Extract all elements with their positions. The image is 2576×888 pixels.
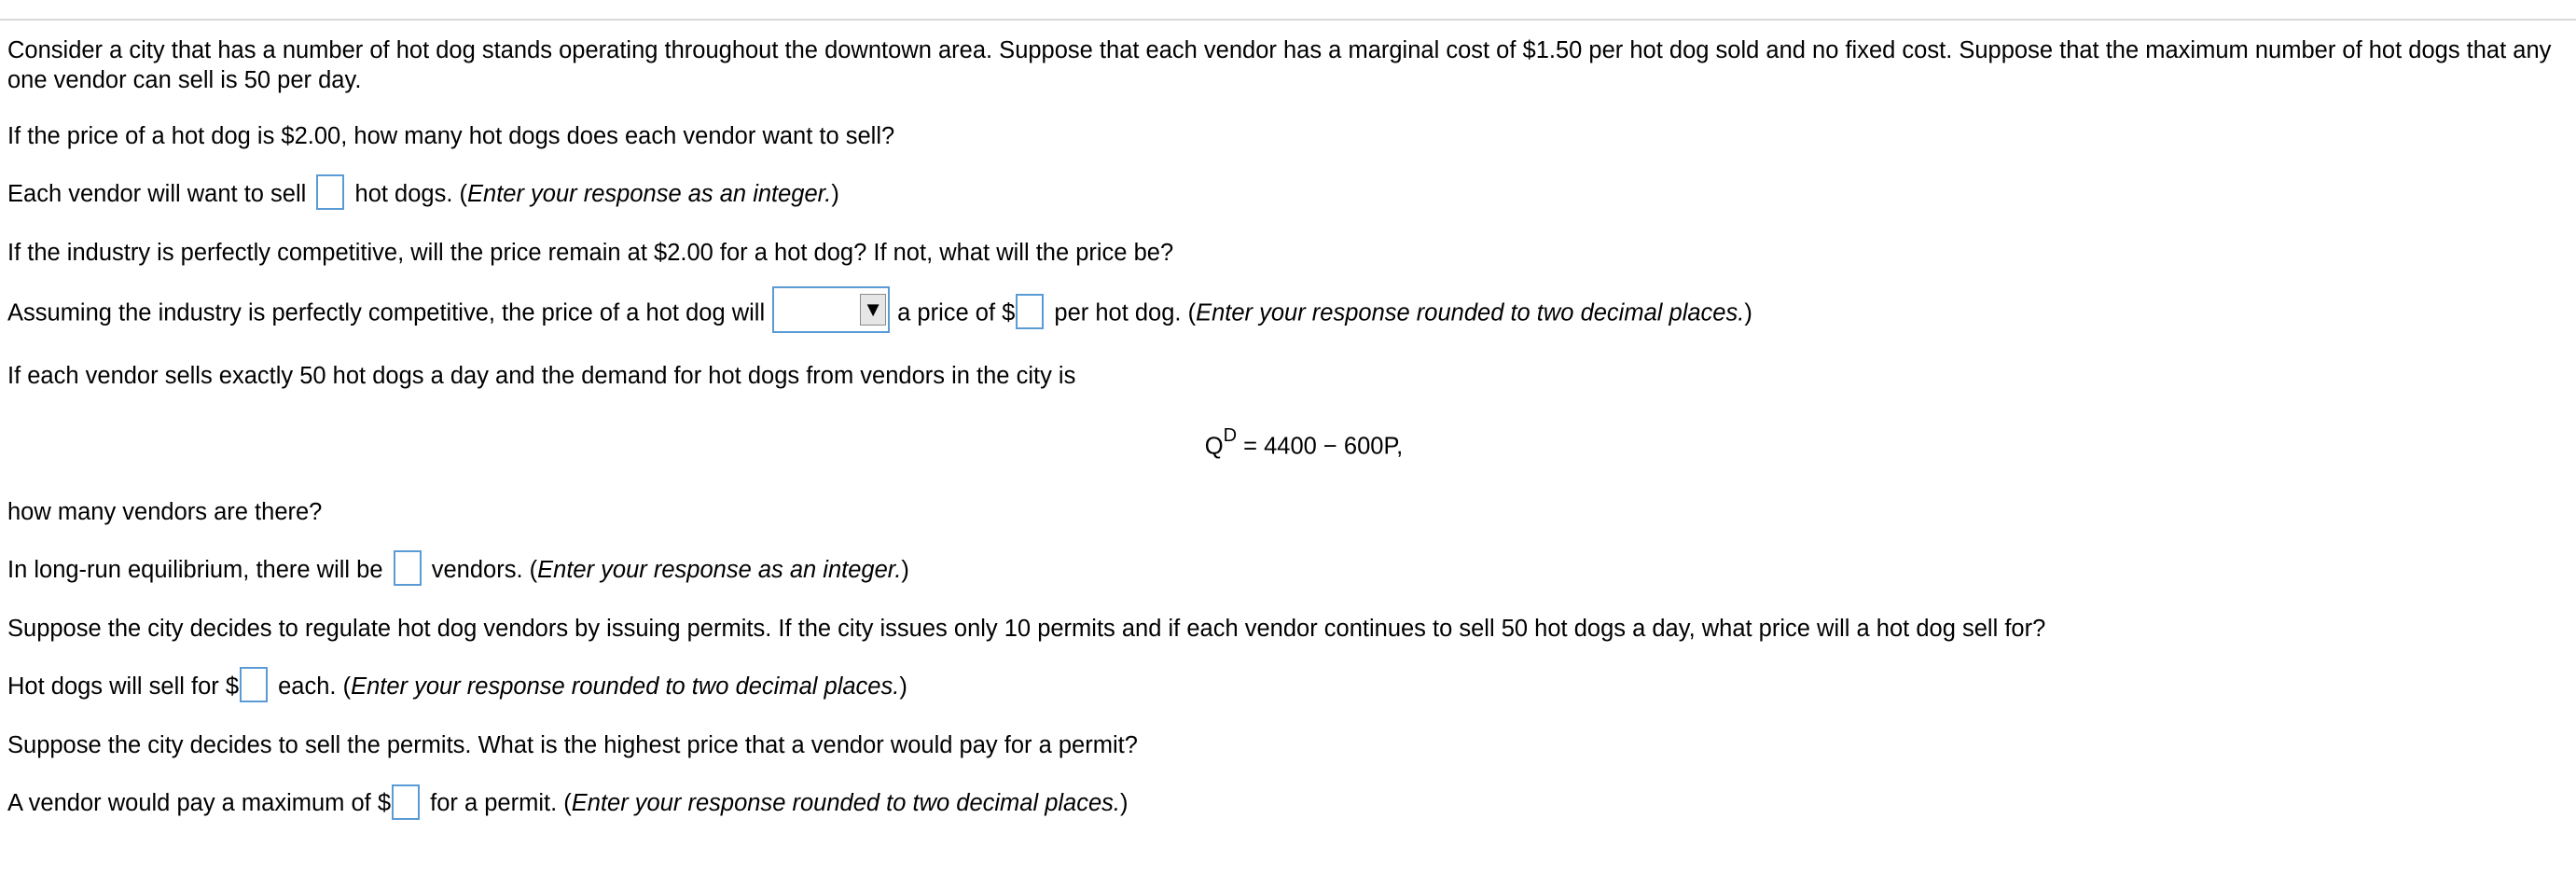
q4-answer-prefix: Hot dogs will sell for $ [7, 673, 240, 701]
q2-answer-mid: a price of $ [897, 300, 1016, 326]
q2-answer-suffix: per hot dog. ( [1054, 300, 1197, 326]
q2-answer-prefix: Assuming the industry is perfectly competitive, the price of a hot dog will [7, 300, 766, 326]
q4-answer-line [7, 672, 2563, 702]
q5-answer-suffix: for a permit. ( [430, 790, 572, 817]
q5-close-paren: ) [1120, 790, 1129, 817]
q4-answer-suffix: each. ( [278, 673, 352, 701]
q1-answer-prefix: Each vendor will want to sell [7, 181, 307, 207]
q2-question: If the industry is perfectly competitive, will the price remain at $2.00 for a hot dog? If not, what will the price be? [7, 240, 1174, 267]
q3-question: If each vendor sells exactly 50 hot dogs a day and the demand for hot dogs from vendors in the city is [7, 363, 1076, 390]
q3-answer-line [7, 555, 2563, 586]
dropdown-arrow-icon[interactable]: ▼ [860, 294, 886, 326]
equation-lhs: Q [1204, 433, 1224, 460]
q3-vendors-input[interactable] [394, 550, 422, 586]
q1-close-paren: ) [831, 181, 839, 207]
q1-hint: Enter your response as an integer. [467, 181, 832, 207]
q5-answer-line [7, 788, 2563, 819]
q3-followup: how many vendors are there? [7, 498, 323, 525]
q3-hint: Enter your response as an integer. [537, 556, 902, 583]
q5-hint: Enter your response rounded to two decimal places. [571, 790, 1121, 817]
equation-rhs: = 4400 − 600P, [1237, 433, 1404, 460]
q5-permit-input[interactable] [392, 784, 420, 820]
q4-price-input[interactable] [240, 667, 268, 702]
q2-hint: Enter your response rounded to two decimal places. [1196, 300, 1745, 326]
q1-question: If the price of a hot dog is $2.00, how many hot dogs does each vendor want to sell? [7, 123, 895, 149]
q1-answer-input[interactable] [316, 174, 344, 210]
q2-price-input[interactable] [1016, 294, 1044, 329]
price-direction-dropdown[interactable] [772, 286, 890, 333]
q2-close-paren: ) [1744, 300, 1752, 326]
q4-question: Suppose the city decides to regulate hot dog vendors by issuing permits. If the city issues only 10 permits and if each vendor continues to sell 50 hot dogs a day, what price will a hot dog sell for? [7, 616, 2046, 643]
equation-superscript: D [1223, 425, 1238, 447]
q3-answer-suffix: vendors. ( [431, 556, 538, 583]
q1-answer-suffix: hot dogs. ( [354, 181, 468, 207]
q5-question: Suppose the city decides to sell the permits. What is the highest price that a vendor would pay for a permit? [7, 732, 1138, 759]
q4-close-paren: ) [899, 673, 907, 701]
q1-answer-line [7, 179, 2563, 210]
q3-close-paren: ) [901, 556, 909, 583]
problem-intro: Consider a city that has a number of hot dog stands operating throughout the downtown area. Suppose that each vendor has a marginal cost of $1.50 per hot dog sold and no fixed cost. Suppose that the maximum number of hot dogs that any one vendor can sell is 50 per day. [7, 37, 2552, 93]
top-divider [0, 19, 2576, 21]
q4-hint: Enter your response rounded to two decimal places. [351, 673, 900, 701]
q3-answer-prefix: In long-run equilibrium, there will be [7, 556, 383, 583]
q5-answer-prefix: A vendor would pay a maximum of $ [7, 790, 392, 817]
demand-equation [7, 424, 2563, 462]
question-body [7, 35, 2563, 820]
q2-answer-line [7, 296, 2563, 333]
